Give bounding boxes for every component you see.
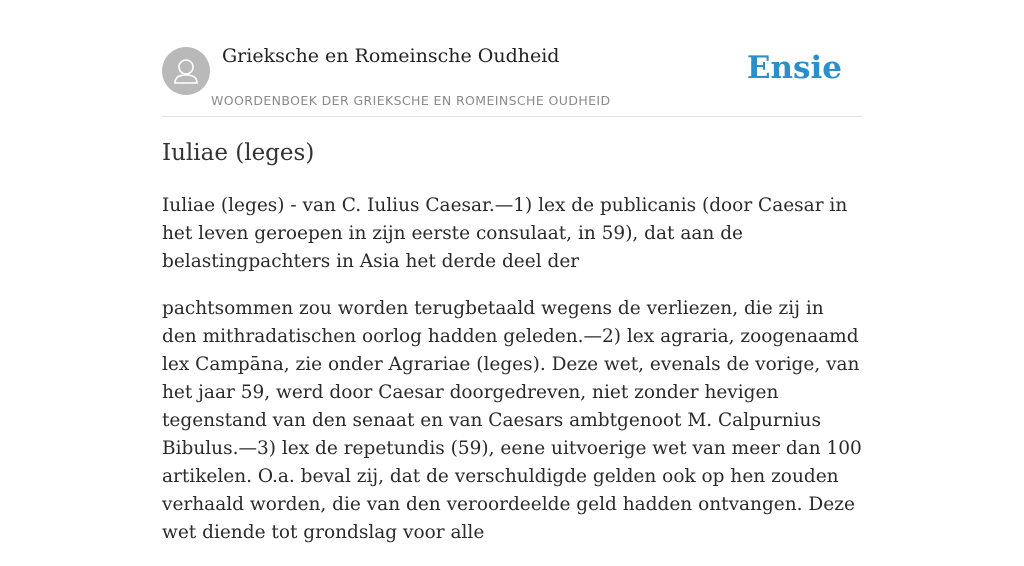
user-icon	[162, 47, 210, 95]
book-subtitle: WOORDENBOEK DER GRIEKSCHE EN ROMEINSCHE OUDHEID	[211, 93, 611, 108]
entry-body	[162, 192, 862, 566]
avatar[interactable]	[162, 47, 210, 95]
brand-logo[interactable]: Ensie	[746, 50, 842, 86]
book-title[interactable]: Grieksche en Romeinsche Oudheid	[222, 45, 560, 67]
header	[162, 0, 862, 117]
entry-paragraph: pachtsommen zou worden terugbetaald wegens de verliezen, die zij in den mithradatischen oorlog hadden geleden.—2) lex agraria, zoogenaamd lex Campāna, zie onder Agrariae (leges). Deze wet, evenals de vorige, van het jaar 59, werd door Caesar doorgedreven, niet zonder hevigen tegenstand van den senaat en van Caesars ambtgenoot M. Calpurnius Bibulus.—3) lex de repetundis (59), eene uitvoerige wet van meer dan 100 artikelen. O.a. beval zij, dat de verschuldigde gelden ook op hen zouden verhaald worden, die van den veroordeelde geld hadden ontvangen. Deze wet diende tot grondslag voor alle	[162, 298, 862, 543]
entry-title: Iuliae (leges)	[162, 140, 315, 166]
entry-paragraph: Iuliae (leges) - van C. Iulius Caesar.—1) lex de publicanis (door Caesar in het leven geroepen in zijn eerste consulaat, in 59), dat aan de belastingpachters in Asia het derde deel der	[162, 195, 848, 272]
